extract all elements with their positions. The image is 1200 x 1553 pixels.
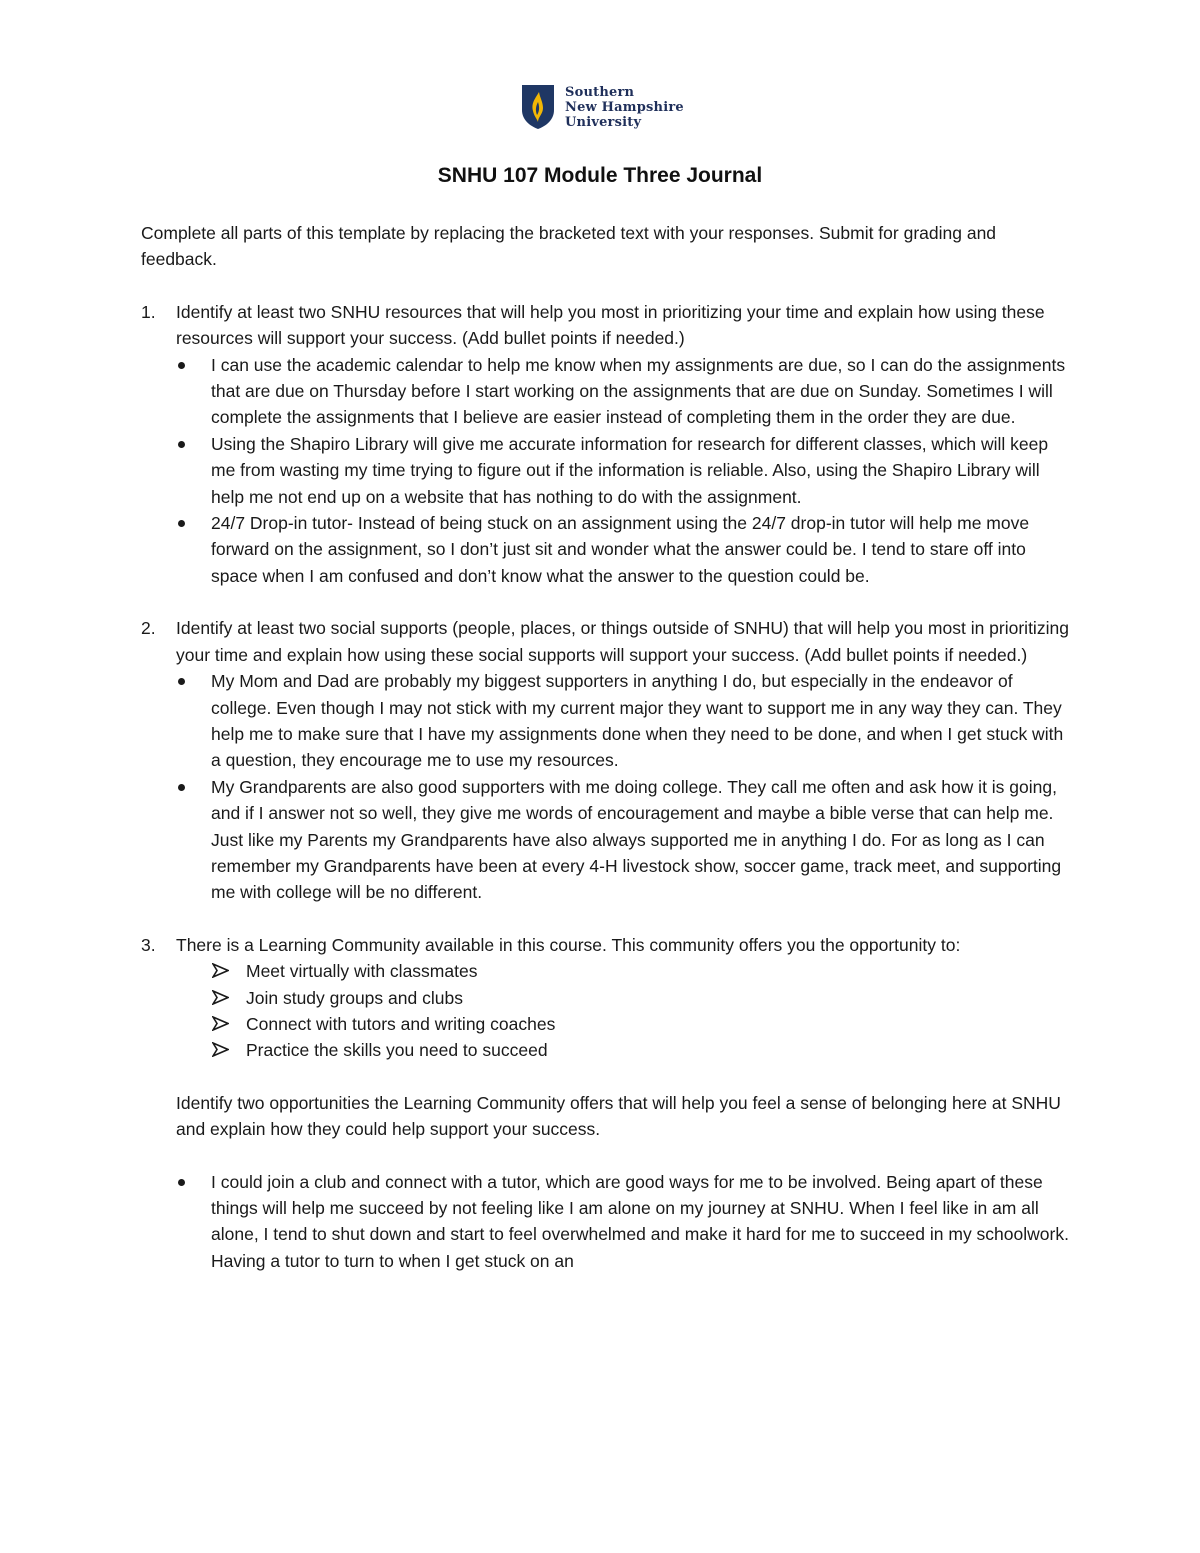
arrowhead-icon [212, 990, 229, 1005]
list-item: My Mom and Dad are probably my biggest supporters in anything I do, but especially in the endeavor of college. Even though I may not stick with my current major they want to support me in any way they can. They help me to make sure that I have my assignments done when they need to be done, and when I get stuck with a question, they encourage me to use my resources. [176, 668, 1071, 774]
list-item: My Grandparents are also good supporters with me doing college. They call me often and ask how it is going, and if I answer not so well, they give me words of encouragement and maybe a bible verse that can help me. Just like my Parents my Grandparents have also always supported me in anything I do. For as long as I can remember my Grandparents have been at every 4-H livestock show, soccer game, track meet, and supporting me with college will be no different. [176, 774, 1071, 906]
opportunity-text: Practice the skills you need to succeed [246, 1040, 548, 1061]
shield-flame-icon [521, 84, 555, 130]
document-body [141, 220, 1071, 1300]
question-prompt: Identify at least two social supports (people, places, or things outside of SNHU) that will help you most in prioritizing your time and explain how using these social supports will support your success. (Add bullet points if needed.) [176, 618, 1069, 665]
question-list [141, 299, 1071, 1274]
opportunity-item [176, 985, 1071, 1011]
opportunity-item [176, 1011, 1071, 1037]
bullet-list [176, 352, 1071, 590]
arrowhead-icon [212, 1016, 229, 1031]
snhu-logo [521, 84, 684, 130]
page-title: SNHU 107 Module Three Journal [437, 164, 763, 187]
opportunity-text: Connect with tutors and writing coaches [246, 1013, 556, 1034]
logo-line-1: Southern [565, 84, 635, 100]
bullet-list [176, 1169, 1071, 1275]
question-number: 3. [141, 934, 156, 955]
arrowhead-icon [212, 1042, 229, 1057]
question-3 [141, 932, 1071, 1274]
opportunity-text: Join study groups and clubs [246, 987, 463, 1008]
opportunity-list [176, 958, 1071, 1064]
question-2 [141, 615, 1071, 905]
logo-line-3: University [565, 114, 642, 130]
logo-line-2: New Hampshire [565, 99, 684, 115]
logo-wordmark [565, 85, 684, 130]
list-item: Using the Shapiro Library will give me accurate information for research for different classes, which will keep me from wasting my time trying to figure out if the information is reliable. Also, using the Shapiro Library will help me not end up on a website that has nothing to do with the assignment. [176, 431, 1071, 510]
question-1 [141, 299, 1071, 589]
opportunity-item [176, 958, 1071, 984]
arrowhead-icon [212, 963, 229, 978]
bullet-list [176, 668, 1071, 906]
question-followup-prompt: Identify two opportunities the Learning Community offers that will help you feel a sense of belonging here at SNHU and explain how they could help support your success. [176, 1092, 1061, 1140]
list-item: I could join a club and connect with a tutor, which are good ways for me to be involved. Being apart of these things will help me succeed by not feeling like I am alone on my journey at SNHU. When I feel like in am all alone, I tend to shut down and start to feel overwhelmed and make it hard for me to succeed in my schoolwork. Having a tutor to turn to when I get stuck on an [176, 1169, 1071, 1275]
opportunity-item [176, 1037, 1071, 1063]
question-prompt: Identify at least two SNHU resources that will help you most in prioritizing your time and explain how using these resources will support your success. (Add bullet points if needed.) [176, 301, 1045, 349]
intro-paragraph: Complete all parts of this template by replacing the bracketed text with your responses. Submit for grading and feedback. [141, 223, 997, 270]
opportunity-text: Meet virtually with classmates [246, 961, 478, 982]
question-prompt: There is a Learning Community available in this course. This community offers you the opportunity to: [176, 934, 961, 955]
question-number: 1. [141, 301, 156, 322]
list-item: I can use the academic calendar to help me know when my assignments are due, so I can do the assignments that are due on Thursday before I start working on the assignments that are due on Sunday. Sometimes I will complete the assignments that I believe are easier instead of completing them in the order they are due. [176, 352, 1071, 431]
list-item: 24/7 Drop-in tutor- Instead of being stuck on an assignment using the 24/7 drop-in tutor will help me move forward on the assignment, so I don’t just sit and wonder what the answer could be. I tend to stare off into space when I am confused and don’t know what the answer to the question could be. [176, 510, 1071, 589]
question-number: 2. [141, 618, 156, 639]
